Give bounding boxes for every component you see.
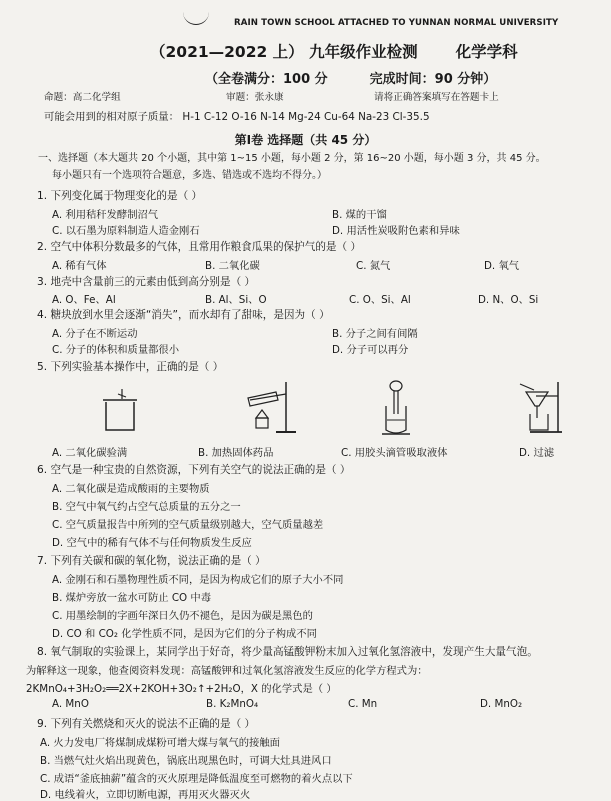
question-1-stem: 1. 下列变化属于物理变化的是（ ） bbox=[37, 190, 203, 202]
question-6-option-d: D. 空气中的稀有气体不与任何物质发生反应 bbox=[52, 537, 252, 549]
question-2-option-b: B. 二氧化碳 bbox=[205, 260, 260, 272]
question-5-option-c: C. 用胶头滴管吸取液体 bbox=[341, 447, 448, 459]
question-9-option-a: A. 火力发电厂将煤制成煤粉可增大煤与氧气的接触面 bbox=[40, 737, 280, 749]
question-1-option-d: D. 用活性炭吸附色素和异味 bbox=[332, 225, 460, 237]
question-4-option-a: A. 分子在不断运动 bbox=[52, 328, 138, 340]
question-4-stem: 4. 糖块放到水里会逐渐“消失”，而水却有了甜味，是因为（ ） bbox=[37, 309, 330, 321]
question-7-option-b: B. 煤炉旁放一盆水可防止 CO 中毒 bbox=[52, 592, 212, 604]
question-8-option-c: C. Mn bbox=[348, 698, 378, 710]
question-8-equation: 2KMnO₄+3H₂O₂══2X+2KOH+3O₂↑+2H₂O，X 的化学式是（ ） bbox=[26, 683, 337, 695]
intro-line-1: 一、选择题（本大题共 20 个小题，其中第 1~15 小题，每小题 2 分，第 16~20 小题，每小题 3 分，共 45 分。 bbox=[38, 153, 546, 164]
heating-solid-figure bbox=[242, 378, 298, 436]
question-4-option-d: D. 分子可以再分 bbox=[332, 344, 409, 356]
school-name: RAIN TOWN SCHOOL ATTACHED TO YUNNAN NORMAL UNIVERSITY bbox=[234, 18, 559, 28]
exam-title-text: （2021—2022 上） 九年级作业检测 bbox=[150, 43, 418, 61]
intro-line-2: 每小题只有一个选项符合题意，多选、错选或不选均不得分。） bbox=[52, 170, 327, 181]
question-9-stem: 9. 下列有关燃烧和灭火的说法不正确的是（ ） bbox=[37, 718, 256, 730]
question-4-option-b: B. 分子之间有间隔 bbox=[332, 328, 418, 340]
question-2-option-d: D. 氧气 bbox=[484, 260, 520, 272]
dropper-figure bbox=[376, 380, 420, 436]
question-5-option-b: B. 加热固体药品 bbox=[198, 447, 274, 459]
question-8-option-d: D. MnO₂ bbox=[480, 698, 523, 710]
question-7-option-c: C. 用墨绘制的字画年深日久仍不褪色，是因为碳是黑色的 bbox=[52, 610, 313, 622]
question-1-option-a: A. 利用秸秆发酵制沼气 bbox=[52, 209, 159, 221]
question-2-stem: 2. 空气中体积分数最多的气体，且常用作粮食瓜果的保护气的是（ ） bbox=[37, 241, 362, 253]
filtration-figure bbox=[516, 378, 564, 436]
answer-note: 请将正确答案填写在答题卡上 bbox=[374, 92, 499, 103]
question-3-stem: 3. 地壳中含量前三的元素由低到高分别是（ ） bbox=[37, 276, 256, 288]
question-9-option-c: C. 成语“釜底抽薪”蕴含的灭火原理是降低温度至可燃物的着火点以下 bbox=[40, 773, 353, 785]
question-3-option-b: B. Al、Si、O bbox=[205, 294, 267, 306]
full-score: （全卷满分：100 分 bbox=[205, 72, 328, 87]
question-5-stem: 5. 下列实验基本操作中，正确的是（ ） bbox=[37, 361, 224, 373]
question-8-stem-2: 为解释这一现象，他查阅资料发现：高锰酸钾和过氧化氢溶液发生反应的化学方程式为： bbox=[26, 665, 428, 677]
section-title: 第Ⅰ卷 选择题（共 45 分） bbox=[234, 133, 377, 147]
question-8-stem: 8. 氧气制取的实验课上，某同学出于好奇，将少量高锰酸钾粉末加入过氧化氢溶液中，发现产生大量气泡。 bbox=[37, 646, 538, 658]
duration: 完成时间：90 分钟） bbox=[369, 72, 497, 87]
question-7-stem: 7. 下列有关碳和碳的氧化物，说法正确的是（ ） bbox=[37, 555, 266, 567]
section-intro bbox=[38, 150, 603, 184]
question-3-option-d: D. N、O、Si bbox=[478, 294, 539, 306]
question-1-option-b: B. 煤的干馏 bbox=[332, 209, 387, 221]
atomic-masses: 可能会用到的相对原子质量： H-1 C-12 O-16 N-14 Mg-24 Cu-64 Na-23 Cl-35.5 bbox=[44, 111, 430, 123]
question-8-option-b: B. K₂MnO₄ bbox=[206, 698, 259, 710]
question-9-option-b: B. 当燃气灶火焰出现黄色，锅底出现黑色时，可调大灶具进风口 bbox=[40, 755, 332, 767]
question-5-option-d: D. 过滤 bbox=[519, 447, 555, 459]
exam-title bbox=[150, 40, 518, 62]
question-6-option-c: C. 空气质量报告中所列的空气质量级别越大，空气质量越差 bbox=[52, 519, 324, 531]
question-2-option-c: C. 氮气 bbox=[356, 260, 391, 272]
question-6-option-b: B. 空气中氧气约占空气总质量的五分之一 bbox=[52, 501, 241, 513]
question-1-option-c: C. 以石墨为原料制造人造金刚石 bbox=[52, 225, 200, 237]
school-logo bbox=[183, 2, 209, 25]
question-2-option-a: A. 稀有气体 bbox=[52, 260, 107, 272]
question-3-option-a: A. O、Fe、Al bbox=[52, 294, 116, 306]
question-6-option-a: A. 二氧化碳是造成酸雨的主要物质 bbox=[52, 483, 210, 495]
question-3-option-c: C. O、Si、Al bbox=[349, 294, 411, 306]
co2-bottle-figure bbox=[100, 388, 140, 434]
setter: 命题：高二化学组 bbox=[44, 92, 121, 103]
exam-meta bbox=[205, 68, 496, 87]
question-7-option-d: D. CO 和 CO₂ 化学性质不同，是因为它们的分子构成不同 bbox=[52, 628, 317, 640]
question-7-option-a: A. 金刚石和石墨物理性质不同，是因为构成它们的原子大小不同 bbox=[52, 574, 344, 586]
reviewer: 审题：张永康 bbox=[226, 92, 284, 103]
exam-subject: 化学学科 bbox=[455, 43, 518, 61]
question-5-option-a: A. 二氧化碳验满 bbox=[52, 447, 128, 459]
question-8-option-a: A. MnO bbox=[52, 698, 89, 710]
question-6-stem: 6. 空气是一种宝贵的自然资源，下列有关空气的说法正确的是（ ） bbox=[37, 464, 351, 476]
question-9-option-d: D. 电线着火，立即切断电源，再用灭火器灭火 bbox=[40, 789, 251, 801]
question-4-option-c: C. 分子的体积和质量都很小 bbox=[52, 344, 180, 356]
